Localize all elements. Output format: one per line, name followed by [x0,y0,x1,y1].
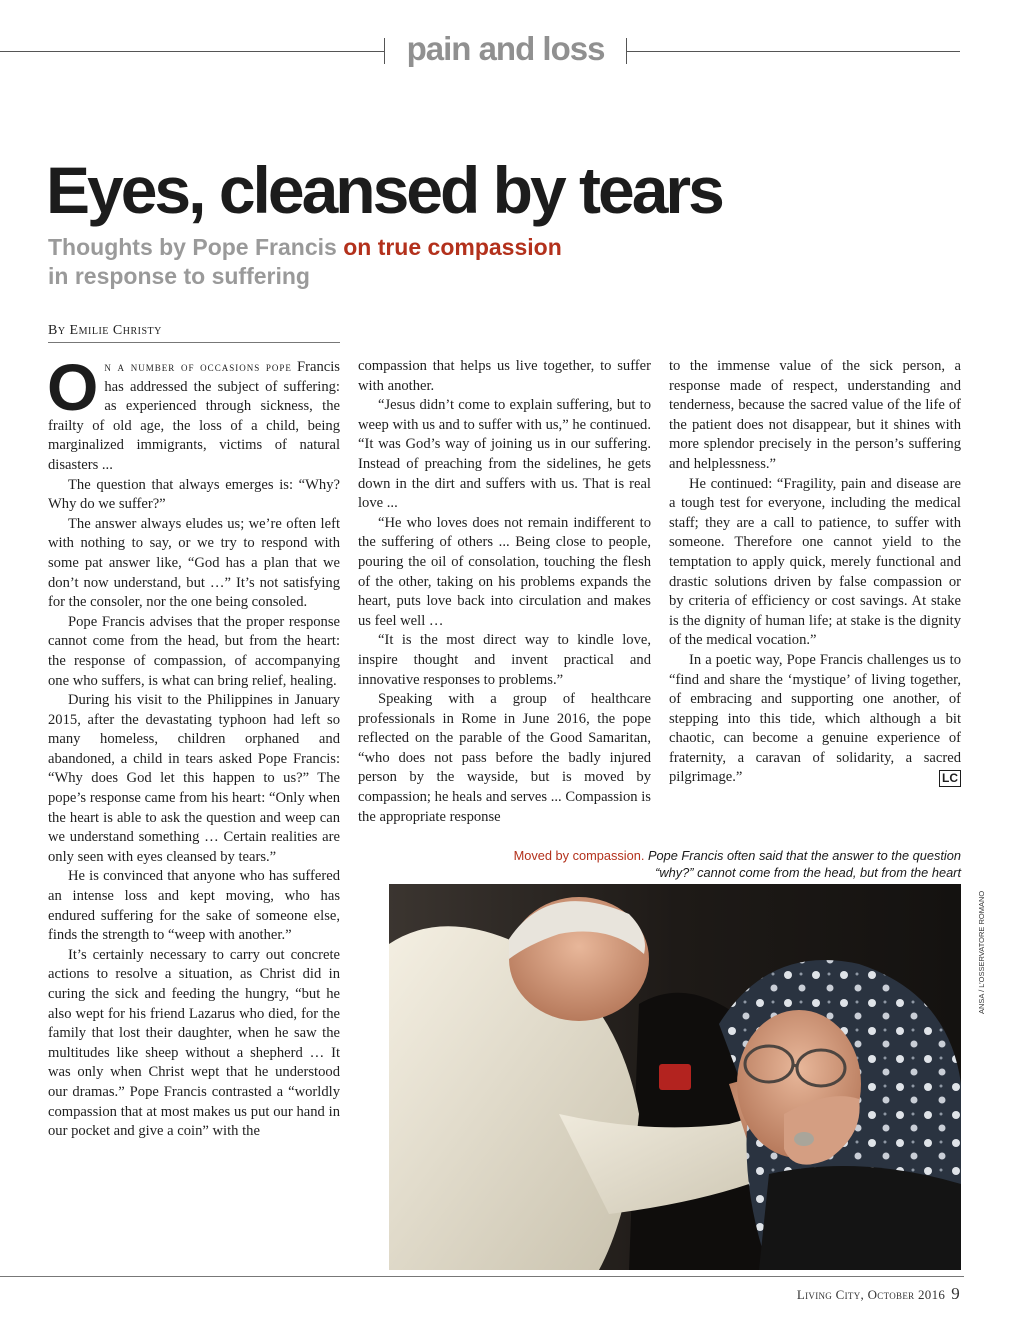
paragraph: Pope Francis advises that the proper response cannot come from the head, but from the heart: the response of compassion, of accompanying one who suffers, is what can bring relief, healing. [48,613,340,689]
footer-publication: Living City, October 2016 [796,1287,946,1302]
paragraph: During his visit to the Philippines in January 2015, after the devastating typhoon had left so many homeless, children orphaned and abandoned, a child in tears asked Pope Francis: “Why does God let this happen to us?” The pope’s response came from his heart: “Only when the heart is able to ask the question and weep can we understand something … Certain realities are only seen with eyes cleansed by tears.” [48,692,340,865]
drop-cap: O [47,350,99,424]
caption-headline: Moved by compassion. [513,848,645,863]
paragraph: The question that always emerges is: “Why? Why do we suffer?” [48,476,340,513]
paragraph: The answer always eludes us; we’re often left with nothing to say, or we try to respond with some pat answer like, “God has a plan that we don’t now understand, but …” It’s not satisfying for the consoler, nor the one being consoled. [48,515,340,611]
lead-in: n a number of occasions pope [104,359,292,374]
paragraph: to the immense value of the sick person, a response made of respect, understanding and tenderness, because the sacred value of the life of the patient does not disappear, but it shines with more splendor precisely in the person’s suffering and helplessness.” [669,358,961,472]
article-photo [389,884,961,1270]
paragraph: It’s certainly necessary to carry out concrete actions to resolve a situation, as Christ did in curing the sick and feeding the hungry, “but he also wept for his friend Lazarus who died, for the family that lost their daughter, when he saw the multitudes like sheep without a shepherd … It was only when Christ wept that he understood our dramas.” Pope Francis contrasted a “worldly compassion that at most makes us put our hand in our pocket and give a coin” with the [48,946,340,1140]
paragraph [47,350,340,476]
paragraph: “Jesus didn’t come to explain suffering, but to weep with us and to suffer with us,” he continued. “It was God’s way of joining us in our suffering. Instead of preaching from the sidelines, he gets down in the dirt and suffers with us. That is real love ... [358,397,651,512]
article-column-1 [47,350,340,1142]
article-column-3 [669,357,961,788]
photo-illustration [389,884,961,1270]
paragraph-text: In a poetic way, Pope Francis challenges us to “find and share the ‘mystique’ of living together, of embracing and supporting one another, of stepping into this tide, which although a bit chaotic, can become a genuine experience of fraternity, a caravan of solidarity, a sacred pilgrimage.” [669,651,961,786]
headline: Eyes, cleansed by tears [46,153,722,227]
photo-caption [480,847,961,881]
paragraph: compassion that helps us live together, to suffer with another. [358,358,651,394]
end-mark-logo: LC [939,770,961,787]
section-tag: pain and loss [406,30,605,67]
section-rule-right [626,51,960,52]
paragraph: Speaking with a group of healthcare professionals in Rome in June 2016, the pope reflected on the parable of the Good Samaritan, “who does not pass before the badly injured person by the wayside, but is moved by compassion; he heals and serves ... Compassion is the appropriate response [358,691,651,825]
caption-text: Pope Francis often said that the answer to the question “why?” cannot come from the head, but from the heart [644,848,961,880]
paragraph: He is convinced that anyone who has suffered an intense loss and kept moving, who has endured suffering for the sake of someone else, finds the strength to “weep with another.” [48,868,340,944]
paragraph-text: Francis has addressed the subject of suffering: as experienced through sickness, the frailty of old age, the loss of a child, being marginalized immigrants, victims of natural disasters ... [48,359,340,473]
paragraph [669,651,961,788]
article-column-2 [358,357,651,827]
section-rule-left [0,51,385,52]
subhead-highlight: on true compassion [343,234,562,260]
paragraph: “He who loves does not remain indifferent to the suffering of others ... Being close to people, pouring the oil of consolation, touching the flesh of the other, taking on his problems expands the heart, puts love back into circulation and makes us feel well … [358,514,651,629]
byline: By Emilie Christy [48,323,162,338]
paragraph: He continued: “Fragility, pain and disease are a tough test for everyone, including the medical staff; they are a call to patience, to suffer with someone. Therefore one cannot yield to the temptation to apply quick, merely functional and drastic solutions driven by false compassion or by criteria of efficiency or cost savings. At stake is the dignity of human life; at stake is the dignity of the medical vocation.” [669,475,961,649]
page-footer [797,1284,960,1304]
page-number: 9 [951,1284,960,1303]
byline-rule [48,342,340,343]
subhead [48,233,748,291]
paragraph: “It is the most direct way to kindle love, inspire thought and invent practical and innovative responses to problems.” [358,632,651,688]
photo-credit: ANSA / L’OSSERVATORE ROMANO [977,890,986,1014]
subhead-part-1: Thoughts by Pope Francis [48,234,344,260]
subhead-part-3: in response to suffering [48,263,310,289]
footer-rule [0,1276,964,1277]
